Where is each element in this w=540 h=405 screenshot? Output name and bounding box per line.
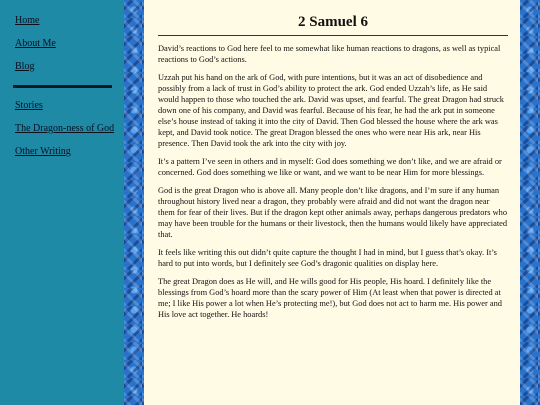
paragraph: It feels like writing this out didn’t quite capture the thought I had in mind, but I guess that’s okay. It’s hard to put into words, but I definitely see God’s dragonic qualities on display here.	[158, 248, 497, 268]
nav-link-dragon-ness-of-god[interactable]: The Dragon-ness of God	[15, 123, 115, 134]
paragraph: The great Dragon does as He will, and He wills good for His people, His hoard. I definitely like the blessings from God’s hoard more than the scary power of Him (At least when that power is directed at me; I like His power a lot when He’s protecting me!), but God does not act to harm me. His power and His love act together. He hoards!	[158, 277, 502, 319]
decorative-border-left	[124, 0, 144, 405]
nav-link-stories[interactable]: Stories	[15, 100, 43, 111]
sidebar-nav	[0, 0, 124, 405]
nav-link-other-writing[interactable]: Other Writing	[15, 146, 71, 157]
paragraph: It’s a pattern I’ve seen in others and in myself: God does something we don’t like, and we are afraid or concerned. God does something we like or want, and we want to be near Him for more blessings.	[158, 157, 502, 177]
main-content	[144, 0, 520, 405]
article-body	[158, 43, 508, 327]
page-title: 2 Samuel 6	[297, 14, 368, 30]
nav-link-about-me[interactable]: About Me	[15, 38, 56, 49]
paragraph: David’s reactions to God here feel to me somewhat like human reactions to dragons, as well as typical reactions to God’s actions.	[158, 44, 501, 64]
title-divider	[158, 35, 508, 36]
nav-link-home[interactable]: Home	[15, 15, 40, 26]
nav-divider	[13, 85, 112, 88]
paragraph: Uzzah put his hand on the ark of God, with pure intentions, but it was an act of disobedience and possibly from a lack of trust in God’s ability to protect the ark. God ended Uzzah’s life, as He said would happen to those who touched the ark. David was upset, and fearful. The great Dragon had struck down one of his company, and David was fearful. Because of his fear, he had the ark put in someone else’s house instead of taking it into the city of David. Then God blessed the house where the ark was kept, and David took notice. The great Dragon blessed the ones who were near His ark, near His presence. Then David took the ark into the city with joy.	[158, 73, 504, 148]
paragraph: God is the great Dragon who is above all. Many people don’t like dragons, and I’m sure if any human throughout history lived near a dragon, they probably were afraid and did not want the dragon near them for fear of their lives. But if the dragon kept other animals away, perhaps dangerous predators who may have been trouble for the humans or their livestock, then the humans would likely have appreciated that.	[158, 186, 508, 239]
decorative-border-right	[520, 0, 540, 405]
nav-link-blog[interactable]: Blog	[15, 61, 35, 72]
